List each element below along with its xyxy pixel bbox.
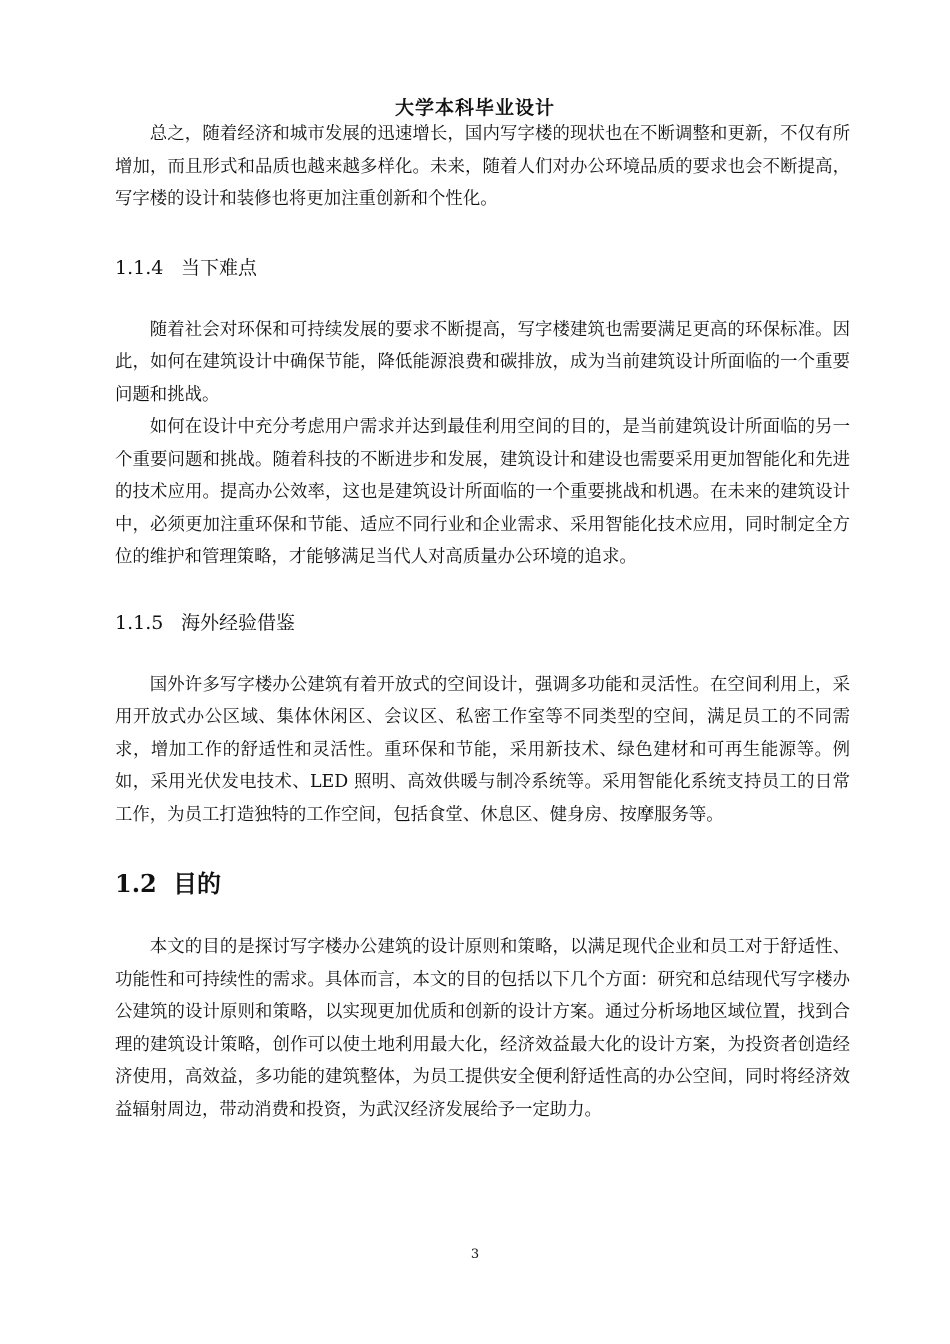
heading-title: 目的 [173, 870, 221, 898]
running-header: 大学本科毕业设计 [394, 97, 555, 119]
heading-number: 1.1.4 [115, 256, 164, 279]
heading-1-2 [115, 867, 850, 901]
heading-1-1-5 [115, 609, 850, 637]
page-number: 3 [470, 1247, 480, 1262]
paragraph-1-1-4-b: 如何在设计中充分考虑用户需求并达到最佳利用空间的目的，是当前建筑设计所面临的另一个重要问题和挑战。随着科技的不断进步和发展，建筑设计和建设也需要采用更加智能化和先进的技术应用。提高办公效率，这也是建筑设计所面临的一个重要挑战和机遇。在未来的建筑设计中，必须更加注重环保和节能、适应不同行业和企业需求、采用智能化技术应用，同时制定全方位的维护和管理策略，才能够满足当代人对高质量办公环境的追求。 [115, 417, 850, 567]
heading-number: 1.1.5 [115, 611, 164, 634]
paragraph-1-1-5: 国外许多写字楼办公建筑有着开放式的空间设计，强调多功能和灵活性。在空间利用上，采用开放式办公区域、集体休闲区、会议区、私密工作室等不同类型的空间，满足员工的不同需求，增加工作的舒适性和灵活性。重环保和节能，采用新技术、绿色建材和可再生能源等。例如，采用光伏发电技术、LED 照明、高效供暖与制冷系统等。采用智能化系统支持员工的日常工作，为员工打造独特的工作空间，包括食堂、休息区、健身房、按摩服务等。 [115, 674, 850, 825]
heading-number: 1.2 [115, 869, 157, 898]
heading-title: 海外经验借鉴 [181, 611, 296, 634]
paragraph-1-2: 本文的目的是探讨写字楼办公建筑的设计原则和策略，以满足现代企业和员工对于舒适性、功能性和可持续性的需求。具体而言，本文的目的包括以下几个方面：研究和总结现代写字楼办公建筑的设计原则和策略，以实现更加优质和创新的设计方案。通过分析场地区域位置，找到合理的建筑设计策略，创作可以使土地利用最大化，经济效益最大化的设计方案，为投资者创造经济使用，高效益，多功能的建筑整体，为员工提供安全便利舒适性高的办公空间，同时将经济效益辐射周边，带动消费和投资，为武汉经济发展给予一定助力。 [115, 937, 850, 1120]
paragraph-summary: 总之，随着经济和城市发展的迅速增长，国内写字楼的现状也在不断调整和更新，不仅有所增加，而且形式和品质也越来越多样化。未来，随着人们对办公环境品质的要求也会不断提高，写字楼的设计和装修也将更加注重创新和个性化。 [115, 124, 850, 209]
heading-title: 当下难点 [181, 256, 258, 279]
page-content [115, 118, 850, 1126]
heading-1-1-4 [115, 254, 850, 282]
paragraph-1-1-4-a: 随着社会对环保和可持续发展的要求不断提高，写字楼建筑也需要满足更高的环保标准。因此，如何在建筑设计中确保节能，降低能源浪费和碳排放，成为当前建筑设计所面临的一个重要问题和挑战。 [115, 319, 850, 405]
